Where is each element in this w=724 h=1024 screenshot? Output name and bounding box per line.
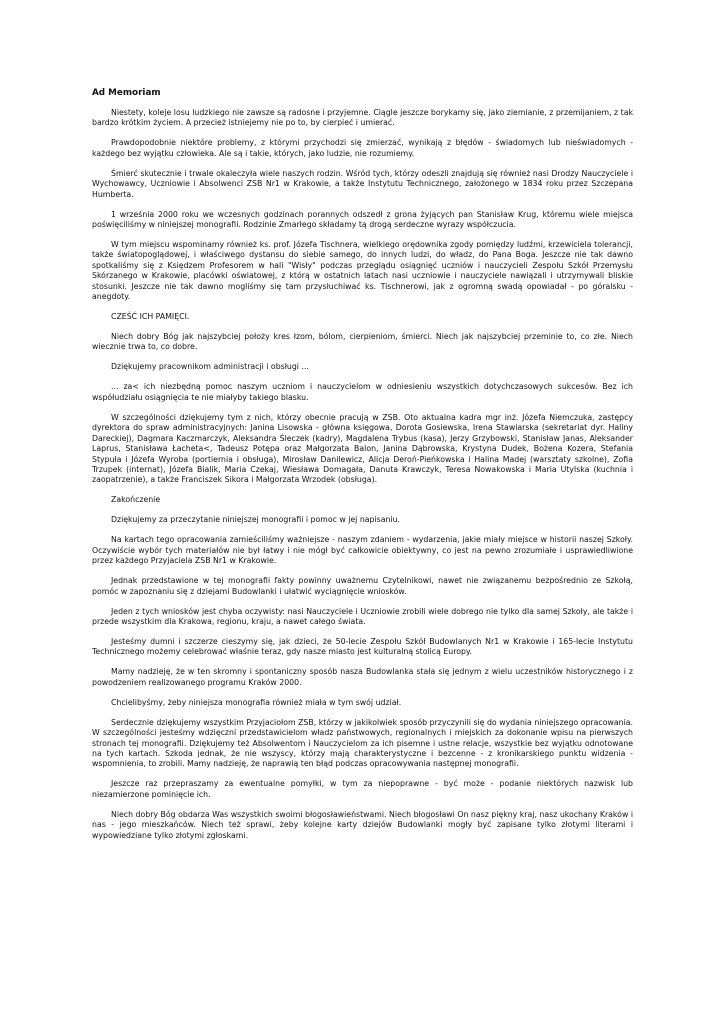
paragraph: Dziękujemy pracownikom administracji i obsługi ... xyxy=(111,362,309,372)
section-heading: Zakończenie xyxy=(111,495,161,505)
paragraph: Dziękujemy za przeczytanie niniejszej monografii i pomoc w jej napisaniu. xyxy=(111,515,401,525)
paragraph: Jednak przedstawione w tej monografii fakty powinny uważnemu Czytelnikowi, nawet nie związanemu bezpośrednio ze Szkołą, pomóc w zapoznaniu się z dziejami Budowlanki i ułatwić wyciągnięcie wniosków. xyxy=(92,576,633,596)
document-title: Ad Memoriam xyxy=(92,88,161,98)
document-page xyxy=(92,88,633,851)
paragraph: Niech dobry Bóg obdarza Was wszystkich swoimi błogosławieństwami. Niech błogosławi On nasz piękny kraj, nasz ukochany Kraków i nas - jego mieszkańców. Niech też sprawi, żeby kolejne karty dziejów Budowlanki mogły być zapisane tylko złotymi literami i wypowiedziane tylko złotymi zgłoskami. xyxy=(92,809,633,840)
paragraph: Jesteśmy dumni i szczerze cieszymy się, jak dzieci, że 50-lecie Zespołu Szkół Budowlanych Nr1 w Krakowie i 165-lecie Instytutu Technicznego możemy celebrować właśnie teraz, gdy nasze miasto jest kulturalną stolicą Europy. xyxy=(92,636,633,657)
paragraph: Serdecznie dziękujemy wszystkim Przyjaciołom ZSB, którzy w jakikolwiek sposób przyczynili się do wydania niniejszego opracowania. W szczególności jesteśmy wdzięczni przedstawicielom władz państwowych, regionalnych i miejskich za dokonanie wpisu na pierwszych stronach tej monografii. Dziękujemy też Absolwentom i Nauczycielom za ich pisemne i ustne relacje, wszystkie bez wyjątku odnotowane na tych kartach. Szkoda jednak, że nie wszyscy, którzy mają charakterystyczne i bezcenne - z kronikarskiego punktu widzenia - wspomnienia, to zrobili. Mamy nadzieję, że naprawią ten błąd podczas opracowywania następnej monografii. xyxy=(92,717,633,769)
paragraph: ... za< ich niezbędną pomoc naszym uczniom i nauczycielom w odniesieniu wszystkich dotychczasowych sukcesów. Bez ich współudziału osiągnięcia te nie miałyby takiego blasku. xyxy=(92,382,633,402)
paragraph: Na kartach tego opracowania zamieściliśmy ważniejsze - naszym zdaniem - wydarzenia, jakie miały miejsce w historii naszej Szkoły. Oczywiście wybór tych materiałów nie był łatwy i nie mógł być całkowicie obiektywny, co jest na pewno zrozumiałe i usprawiedliwione przez każdego Przyjaciela ZSB Nr1 w Krakowie. xyxy=(92,535,633,566)
paragraph: Chcielibyśmy, żeby niniejsza monografia również miała w tym swój udział. xyxy=(111,697,402,707)
paragraph: Jeden z tych wniosków jest chyba oczywisty: nasi Nauczyciele i Uczniowie zrobili wiele dobrego nie tylko dla samej Szkoły, ale także i przede wszystkim dla Krakowa, regionu, kraju, a nawet całego świata. xyxy=(92,606,633,626)
paragraph: Jeszcze raz przepraszamy za ewentualne pomyłki, w tym za niepoprawne - być może - podanie niektórych nazwisk lub niezamierzone pominięcie ich. xyxy=(92,779,633,799)
paragraph: W tym miejscu wspominamy również ks. prof. Józefa Tischnera, wielkiego orędownika zgody pomiędzy ludźmi, krzewiciela tolerancji, także światopoglądowej, i właściwego dystansu do siebie samego, do innych ludzi, do władz, do Pana Boga. Jeszcze nie tak dawno spotkaliśmy się z Księdzem Profesorem w hali "Wisły" podczas przeglądu osiągnięć uczniów i nauczycieli Zespołu Szkół Przemysłu Skórzanego w Krakowie, placówki oświatowej, z którą w ostatnich latach nasi uczniowie i nauczyciele nawiązali i utrzymywali bliskie stosunki. Jeszcze nie tak dawno mogliśmy się tam przysłuchiwać ks. Tischnerowi, jak z ogromną swadą opowiadał - po góralsku - anegdoty. xyxy=(92,240,633,302)
paragraph: Niech dobry Bóg jak najszybciej położy kres łzom, bólom, cierpieniom, śmierci. Niech jak najszybciej przeminie to, co złe. Niech wiecznie trwa to, co dobre. xyxy=(92,332,633,352)
paragraph: CZEŚĆ ICH PAMIĘCI. xyxy=(111,312,190,322)
paragraph: 1 września 2000 roku we wczesnych godzinach porannych odszedł z grona żyjących pan Stanisław Krug, któremu wiele miejsca poświęciliśmy w niniejszej monografii. Rodzinie Zmarłego składamy tą drogą serdeczne wyrazy współczucia. xyxy=(92,209,633,230)
paragraph: Prawdopodobnie niektóre problemy, z którymi przychodzi się zmierzać, wynikają z błędów - świadomych lub nieświadomych - każdego bez wyjątku człowieka. Ale są i takie, których, jako ludzie, nie rozumiemy. xyxy=(92,138,633,158)
paragraph: Mamy nadzieję, że w ten skromny i spontaniczny sposób nasza Budowlanka stała się jednym z wielu uczestników historycznego i z powodzeniem realizowanego programu Kraków 2000. xyxy=(92,667,633,687)
paragraph: Śmierć skutecznie i trwale okaleczyła wiele naszych rodzin. Wśród tych, którzy odeszli znajdują się również nasi Drodzy Nauczyciele i Wychowawcy, Uczniowie i Absolwenci ZSB Nr1 w Krakowie, a także Instytutu Technicznego, założonego w 1834 roku przez Szczepana Humberta. xyxy=(92,168,633,199)
paragraph: W szczególności dziękujemy tym z nich, którzy obecnie pracują w ZSB. Oto aktualna kadra mgr inż. Józefa Niemczuka, zastępcy dyrektora do spraw administracyjnych: Janina Lisowska - główna księgowa, Dorota Gosiewska, Irena Stawiarska (sekretariat dyr. Haliny Dareckiej), Dagmara Kaczmarczyk, Aleksandra Śleczek (kadry), Magdalena Trybus (kasa), Jerzy Grzybowski, Stanisław Janas, Aleksander Laprus, Stanisława Łacheta<, Tadeusz Potępa oraz Małgorzata Balon, Janina Dąbrowska, Krystyna Dudek, Bożena Kozera, Stefania Stypuła i Józefa Wyroba (portiernia i obsługa), Mirosław Danilewicz, Alicja Deroń-Pieńkowska i Halina Madej (warsztaty szkolne), Zofia Trzupek (internat), Józefa Bialik, Maria Czekaj, Wiesława Domagała, Danuta Krawczyk, Teresa Nowakowska i Maria Utylska (kuchnia i zaopatrzenie), a także Franciszek Sikora i Małgorzata Wrzodek (obsługa). xyxy=(92,412,633,485)
paragraph: Niestety, koleje losu ludzkiego nie zawsze są radosne i przyjemne. Ciągle jeszcze borykamy się, jako ziemianie, z przemijaniem, z tak bardzo krótkim życiem. A przecież istniejemy nie po to, by cierpieć i umierać. xyxy=(92,108,633,128)
